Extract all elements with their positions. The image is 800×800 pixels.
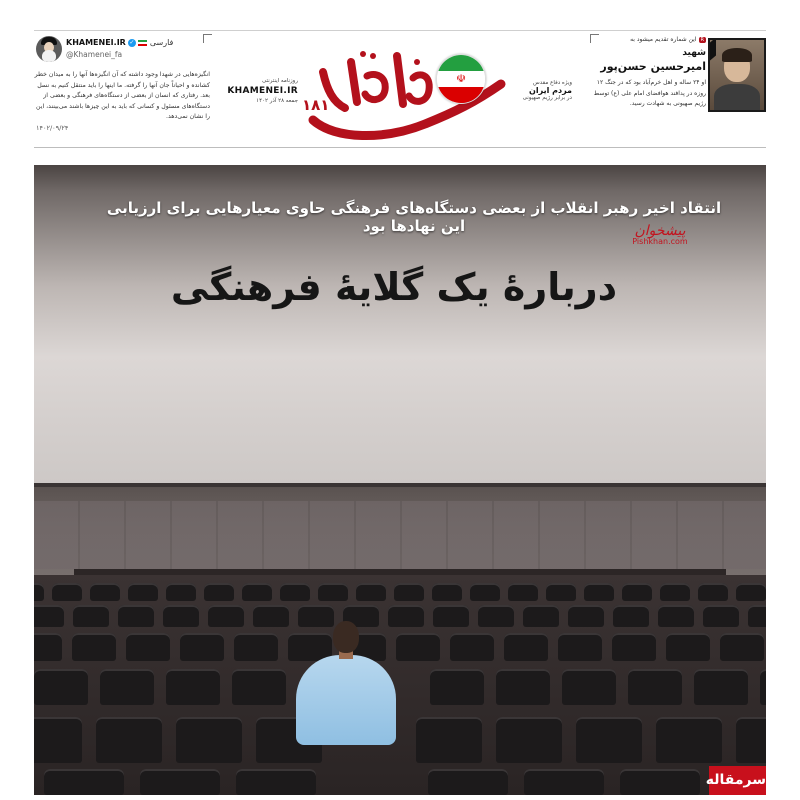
cinema-seat	[496, 717, 562, 763]
cinema-seat	[698, 583, 728, 601]
issue-site: KHAMENEI.IR	[227, 86, 298, 96]
cinema-seat	[34, 583, 44, 601]
cinema-seat	[622, 583, 652, 601]
cinema-seat	[242, 583, 272, 601]
cinema-seat	[584, 583, 614, 601]
cinema-seat	[34, 669, 88, 705]
martyr-title: شهید	[682, 48, 706, 58]
cinema-seat	[508, 583, 538, 601]
cinema-seat	[720, 633, 764, 661]
issue-date: جمعه ۲۸ آذر ۱۴۰۲	[256, 98, 298, 104]
martyr-photo	[708, 38, 766, 112]
cinema-seat	[430, 669, 484, 705]
cover-kicker: انتقاد اخیر رهبر انقلاب از بعضی دستگاه‌های فرهنگی حاوی معیارهایی برای ارزیابی این نهادها بود	[106, 199, 722, 235]
cinema-seat	[356, 583, 386, 601]
cinema-seat	[524, 769, 604, 795]
cinema-seat	[736, 583, 766, 601]
cinema-seat	[118, 605, 154, 627]
leader-tweet-box	[34, 36, 210, 136]
cinema-seat	[100, 669, 154, 705]
cinema-seat	[44, 769, 124, 795]
cinema-seat	[523, 605, 559, 627]
cinema-seat	[208, 605, 244, 627]
cinema-seat	[666, 633, 710, 661]
cinema-seat	[736, 717, 766, 763]
cinema-seat	[163, 605, 199, 627]
masthead-tagline: ویژه دفاع مقدس مردم ایران در برابر رژیم صهیونی	[522, 80, 572, 101]
cover-headline: دربارۀ یک گلایۀ فرهنگی	[170, 265, 618, 309]
cinema-seat	[176, 717, 242, 763]
cinema-seat	[140, 769, 220, 795]
cinema-seat	[73, 605, 109, 627]
cinema-seat	[90, 583, 120, 601]
cinema-seat	[562, 669, 616, 705]
masthead-title	[305, 32, 306, 33]
cinema-seat	[628, 669, 682, 705]
cinema-seat	[394, 583, 424, 601]
cinema-seat	[236, 769, 316, 795]
avatar	[36, 36, 62, 62]
iran-flag-icon: ☫	[436, 54, 486, 104]
issue-info	[222, 78, 298, 104]
cinema-seat	[34, 633, 62, 661]
cinema-seat	[428, 769, 508, 795]
cinema-seat	[280, 583, 310, 601]
cinema-seat	[52, 583, 82, 601]
cinema-seat	[620, 769, 700, 795]
martyr-description: او ۲۴ ساله و اهل خرم‌آباد بود که در جنگ ۱۲ روزه در پدافند هوافضای امام علی (ع) توسط رژیم صهیونی به شهادت رسید.	[593, 79, 706, 107]
cinema-seat	[496, 669, 550, 705]
martyr-kicker: Rاین شماره تقدیم میشود به	[630, 36, 704, 43]
masthead	[305, 32, 515, 144]
issue-kicker: روزنامه اینترنتی	[261, 78, 298, 84]
header-top-rule	[34, 30, 766, 31]
header-bottom-rule	[34, 147, 766, 148]
cinema-seat	[204, 583, 234, 601]
cinema-seat	[234, 633, 278, 661]
cinema-seat	[432, 583, 462, 601]
martyr-name: امیرحسین حسن‌پور	[600, 60, 706, 73]
cinema-seat	[128, 583, 158, 601]
cinema-seat	[318, 583, 348, 601]
cinema-seat	[703, 605, 739, 627]
issue-number: ۱۸۱	[302, 96, 330, 114]
tweet-handle: @Khamenei_fa	[66, 50, 123, 59]
cinema-seat	[656, 717, 722, 763]
cinema-seat	[232, 669, 286, 705]
cinema-seat	[612, 633, 656, 661]
cinema-seat	[568, 605, 604, 627]
cinema-seat	[180, 633, 224, 661]
martyr-dedication-box	[592, 36, 766, 136]
cinema-seat	[166, 669, 220, 705]
cinema-seat	[478, 605, 514, 627]
cinema-seat	[166, 583, 196, 601]
cinema-seat	[433, 605, 469, 627]
cinema-seat	[96, 717, 162, 763]
cinema-seat	[450, 633, 494, 661]
verified-icon: ✓	[129, 38, 135, 46]
cover-photo	[34, 165, 766, 795]
flag-icon	[138, 40, 147, 46]
cinema-seat	[504, 633, 548, 661]
cinema-seat	[613, 605, 649, 627]
cinema-seat	[558, 633, 602, 661]
lone-viewer	[286, 621, 406, 751]
cinema-seat	[748, 605, 766, 627]
cinema-seat	[253, 605, 289, 627]
cinema-seat	[72, 633, 116, 661]
cinema-seat	[576, 717, 642, 763]
cinema-seat	[126, 633, 170, 661]
cinema-seat	[658, 605, 694, 627]
cinema-seat	[660, 583, 690, 601]
tweet-date: ۱۴۰۲/۰۹/۲۴	[36, 124, 69, 132]
pishkhan-watermark: پیشخوان Pishkhan.com	[632, 223, 688, 246]
cinema-seat	[694, 669, 748, 705]
cinema-seat	[470, 583, 500, 601]
cinema-seat	[416, 717, 482, 763]
cinema-seat	[34, 605, 64, 627]
cinema-seat	[546, 583, 576, 601]
editorial-tag: سرمقاله	[709, 766, 766, 795]
cinema-seat	[760, 669, 766, 705]
tweet-body: انگیزه‌هایی در شهدا وجود داشته که آن انگیزه‌ها آنها را به میدان خطر کشانده و احیاناً جان آنها را گرفته. ما اینها را باید منتقل کنیم به نسل بعد. رفتاری که انسان از بعضی از دستگاه‌های فرهنگی و بعضی از دستگاه‌های مسئول و کسانی که باید به این چیزها باشند می‌بینند، این را نشان نمی‌دهد.	[34, 71, 210, 121]
cinema-seat	[34, 717, 82, 763]
tweet-username: KHAMENEI.IR ✓ فارسی	[66, 38, 174, 47]
